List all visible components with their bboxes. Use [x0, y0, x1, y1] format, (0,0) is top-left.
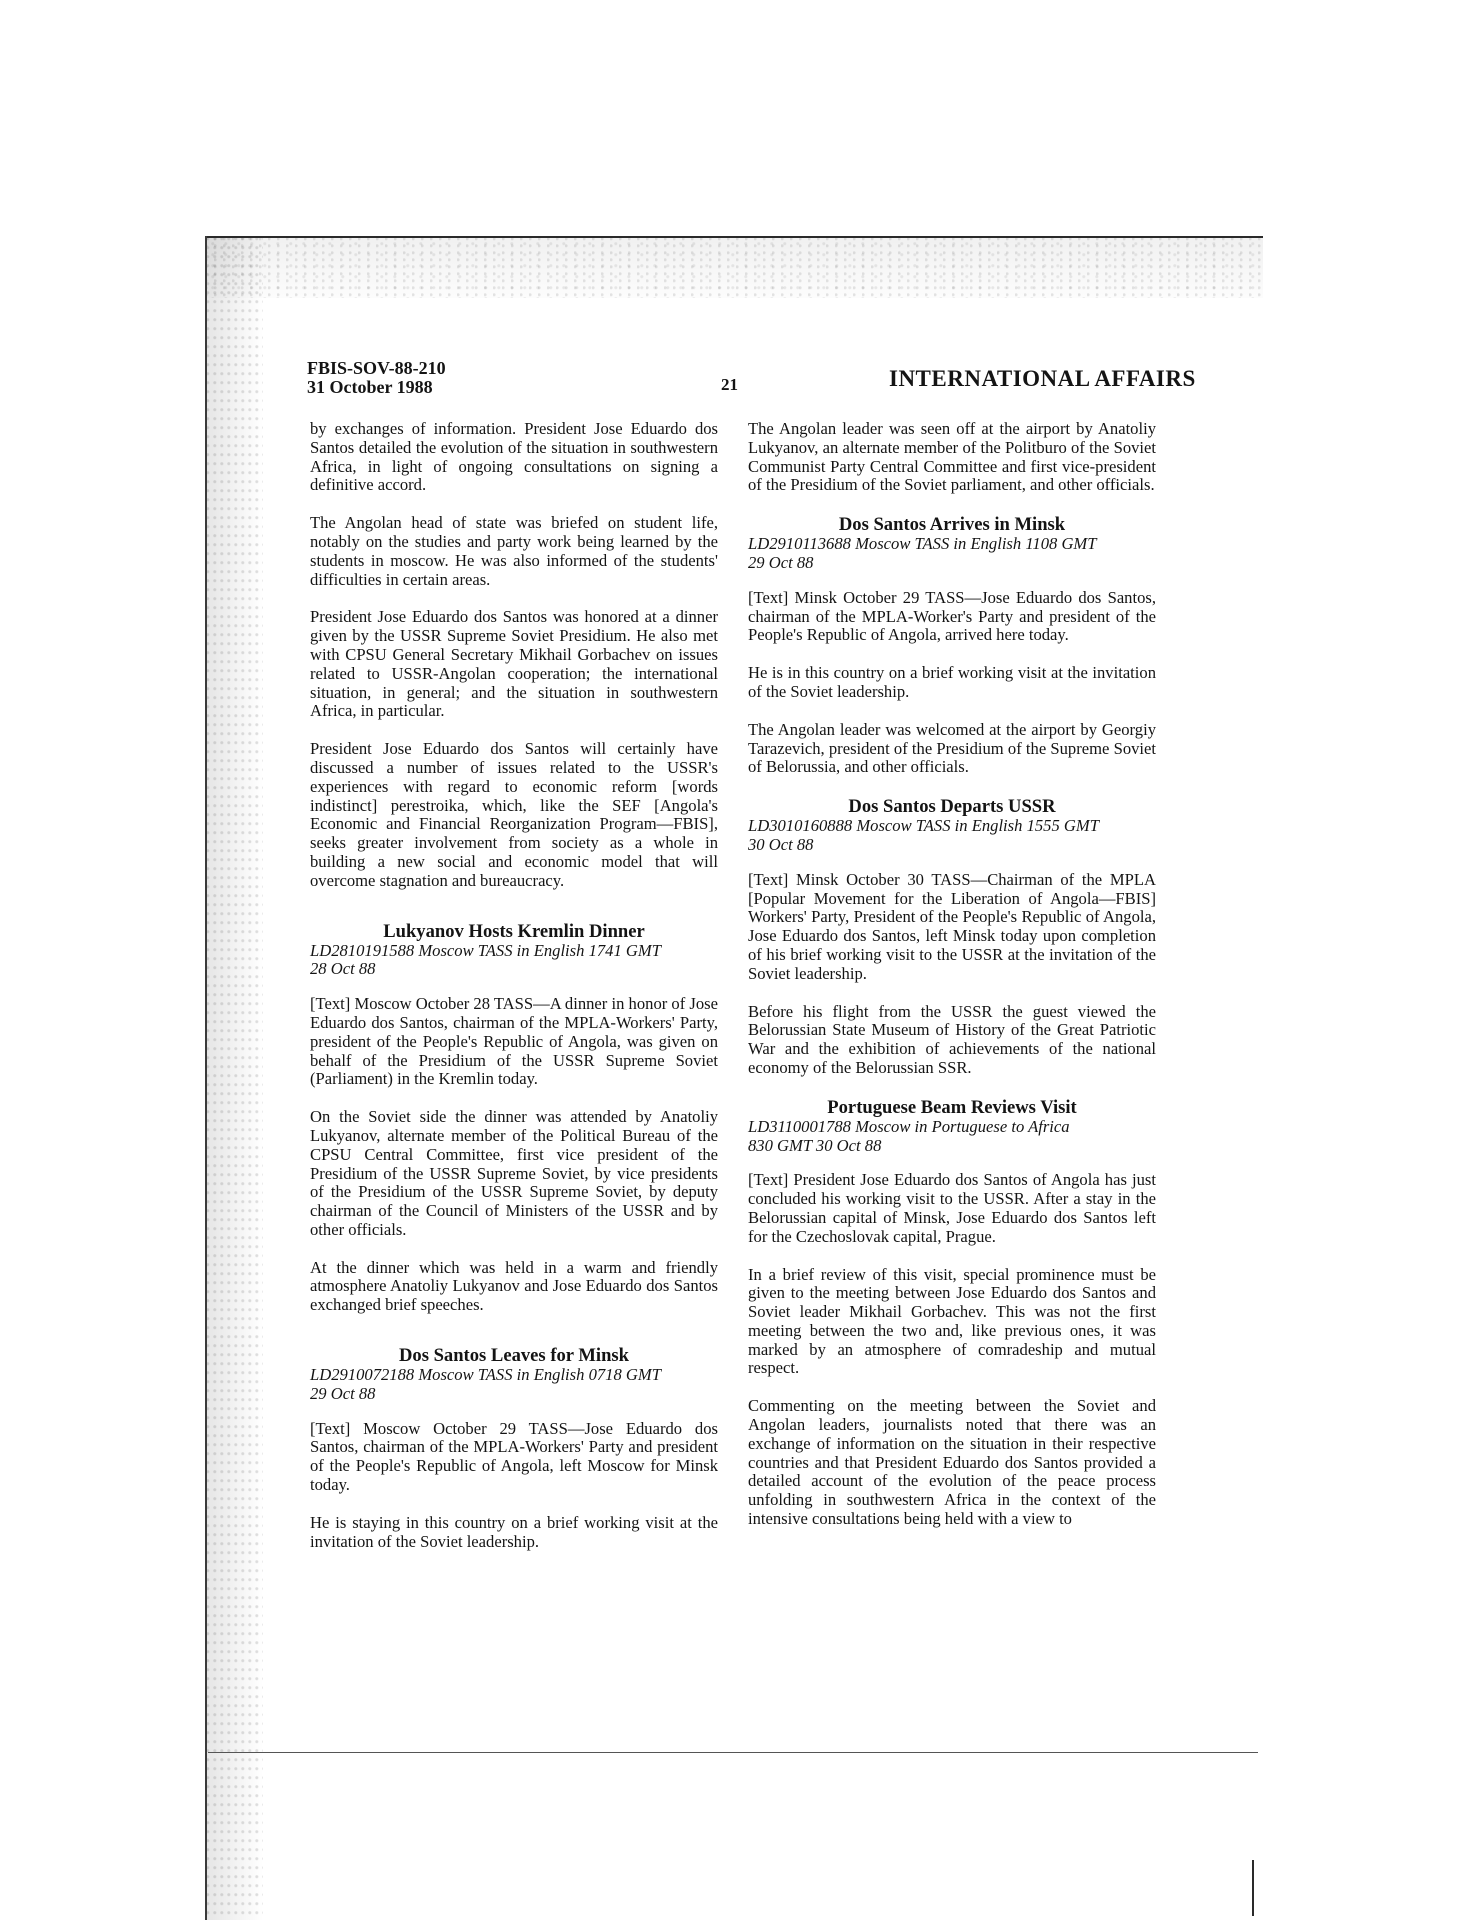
article-lukyanov-dinner	[310, 921, 718, 1316]
dateline-source: LD2910113688 Moscow TASS in English 1108 GMT	[748, 534, 1097, 554]
paragraph: by exchanges of information. President Jose Eduardo dos Santos detailed the evolution of the situation in southwestern Africa, in light of ongoing consultations on signing a definitive accord.	[310, 419, 718, 495]
dateline-source: LD2910072188 Moscow TASS in English 0718 GMT	[310, 1365, 661, 1385]
paragraph: The Angolan leader was seen off at the airport by Anatoliy Lukyanov, an alternate member of the Politburo of the Soviet Communist Party Central Committee and first vice-president of the Presidium of the Soviet parliament, and other officials.	[748, 419, 1156, 495]
scan-edge-right	[1252, 1860, 1254, 1916]
article-dateline	[748, 1118, 1156, 1156]
article-departs-ussr	[748, 796, 1156, 1078]
page-bottom-rule	[208, 1752, 1258, 1753]
document-id: FBIS-SOV-88-210	[307, 358, 446, 378]
document-date: 31 October 1988	[307, 377, 433, 397]
paragraph: [Text] Moscow October 29 TASS—Jose Eduardo dos Santos, chairman of the MPLA-Workers' Party and president of the People's Republic of Angola, left Moscow for Minsk today.	[310, 1418, 718, 1495]
article-dateline	[310, 942, 718, 980]
paragraph: [Text] Moscow October 28 TASS—A dinner in honor of Jose Eduardo dos Santos, chairman of the MPLA-Workers' Party, president of the People's Republic of Angola, was given on behalf of the Presidium of the USSR Supreme Soviet (Parliament) in the Kremlin today.	[310, 994, 718, 1089]
article-leaves-for-minsk	[310, 1345, 718, 1551]
article-headline: Lukyanov Hosts Kremlin Dinner	[383, 920, 645, 942]
dateline-source: LD3010160888 Moscow TASS in English 1555 GMT	[748, 816, 1099, 836]
paragraph: [Text] Minsk October 29 TASS—Jose Eduardo dos Santos, chairman of the MPLA-Worker's Party and president of the People's Republic of Angola, arrived here today.	[748, 587, 1156, 645]
dateline-date: 29 Oct 88	[748, 552, 814, 572]
scan-noise-left	[205, 236, 263, 1920]
paragraph: [Text] President Jose Eduardo dos Santos of Angola has just concluded his working visit to the USSR. After a stay in the Belorussian capital of Minsk, Jose Eduardo dos Santos left for the Czechoslovak capital, Prague.	[748, 1170, 1156, 1246]
article-headline: Dos Santos Departs USSR	[848, 796, 1056, 818]
dateline-date: 29 Oct 88	[310, 1383, 376, 1403]
left-column	[310, 420, 718, 1570]
scan-edge-top	[205, 236, 1263, 238]
article-headline: Dos Santos Leaves for Minsk	[398, 1345, 630, 1367]
article-dateline	[310, 1366, 718, 1404]
article-dateline	[748, 535, 1156, 573]
paragraph: [Text] Minsk October 30 TASS—Chairman of the MPLA [Popular Movement for the Liberation of Angola—FBIS] Workers' Party, President of the People's Republic of Angola, Jose Eduardo dos Santos, left Minsk today upon completion of his brief working visit to the USSR at the invitation of the Soviet leadership.	[748, 869, 1156, 983]
scan-edge-left	[205, 236, 207, 1920]
paragraph: The Angolan head of state was briefed on student life, notably on the studies and party work being learned by the students in moscow. He was also informed of the students' difficulties in certain areas.	[310, 513, 718, 589]
paragraph: At the dinner which was held in a warm and friendly atmosphere Anatoliy Lukyanov and Jose Eduardo dos Santos exchanged brief speeches.	[310, 1257, 718, 1315]
paragraph: He is in this country on a brief working visit at the invitation of the Soviet leadership.	[748, 663, 1156, 701]
paragraph: President Jose Eduardo dos Santos will certainly have discussed a number of issues related to the USSR's experiences with regard to economic reform [words indistinct] perestroika, which, like the SEF [Angola's Economic and Financial Reorganization Program—FBIS], seeks greater involvement from society as a whole in building a new social and economic model that will overcome stagnation and bureaucracy.	[310, 739, 718, 890]
page-number: 21	[721, 375, 738, 394]
right-column	[748, 420, 1156, 1548]
article-arrives-in-minsk	[748, 514, 1156, 777]
dateline-date: 28 Oct 88	[310, 959, 376, 979]
paragraph: Before his flight from the USSR the guest viewed the Belorussian State Museum of History of the Great Patriotic War and the exhibition of achievements of the national economy of the Belorussian SSR.	[748, 1001, 1156, 1077]
article-headline: Portuguese Beam Reviews Visit	[827, 1096, 1077, 1118]
dateline-source: LD3110001788 Moscow in Portuguese to Africa	[748, 1116, 1070, 1136]
paragraph: He is staying in this country on a brief working visit at the invitation of the Soviet leadership.	[310, 1512, 718, 1551]
dateline-date: 830 GMT 30 Oct 88	[748, 1135, 882, 1155]
dateline-source: LD2810191588 Moscow TASS in English 1741 GMT	[310, 940, 661, 960]
paragraph: On the Soviet side the dinner was attended by Anatoliy Lukyanov, alternate member of the Political Bureau of the CPSU Central Committee, first vice president of the Presidium of the USSR Supreme Soviet, by vice presidents of the Presidium of the USSR Supreme Soviet, by deputy chairman of the Council of Ministers of the USSR and by other officials.	[310, 1107, 718, 1239]
paragraph: In a brief review of this visit, special prominence must be given to the meeting between Jose Eduardo dos Santos and Soviet leader Mikhail Gorbachev. This was not the first meeting between the two and, like previous ones, it was marked by an atmosphere of comradeship and mutual respect.	[748, 1264, 1156, 1378]
article-portuguese-beam	[748, 1097, 1156, 1529]
article-dateline	[748, 817, 1156, 855]
paragraph: Commenting on the meeting between the Soviet and Angolan leaders, journalists noted that there was an exchange of information on the situation in their respective countries and that President Eduardo dos Santos provided a detailed account of the evolution of the peace process unfolding in southwestern Africa in the context of the intensive consultations being held with a view to	[748, 1396, 1156, 1529]
article-headline: Dos Santos Arrives in Minsk	[838, 514, 1066, 536]
paragraph: President Jose Eduardo dos Santos was honored at a dinner given by the USSR Supreme Soviet Presidium. He also met with CPSU General Secretary Mikhail Gorbachev on issues related to USSR-Angolan cooperation; the international situation, in general; and the situation in southwestern Africa, in particular.	[310, 607, 718, 721]
dateline-date: 30 Oct 88	[748, 834, 814, 854]
paragraph: The Angolan leader was welcomed at the airport by Georgiy Tarazevich, president of the Presidium of the Supreme Soviet of Belorussia, and other officials.	[748, 719, 1156, 777]
section-title: INTERNATIONAL AFFAIRS	[889, 366, 1196, 391]
scan-noise-top	[205, 236, 1263, 298]
